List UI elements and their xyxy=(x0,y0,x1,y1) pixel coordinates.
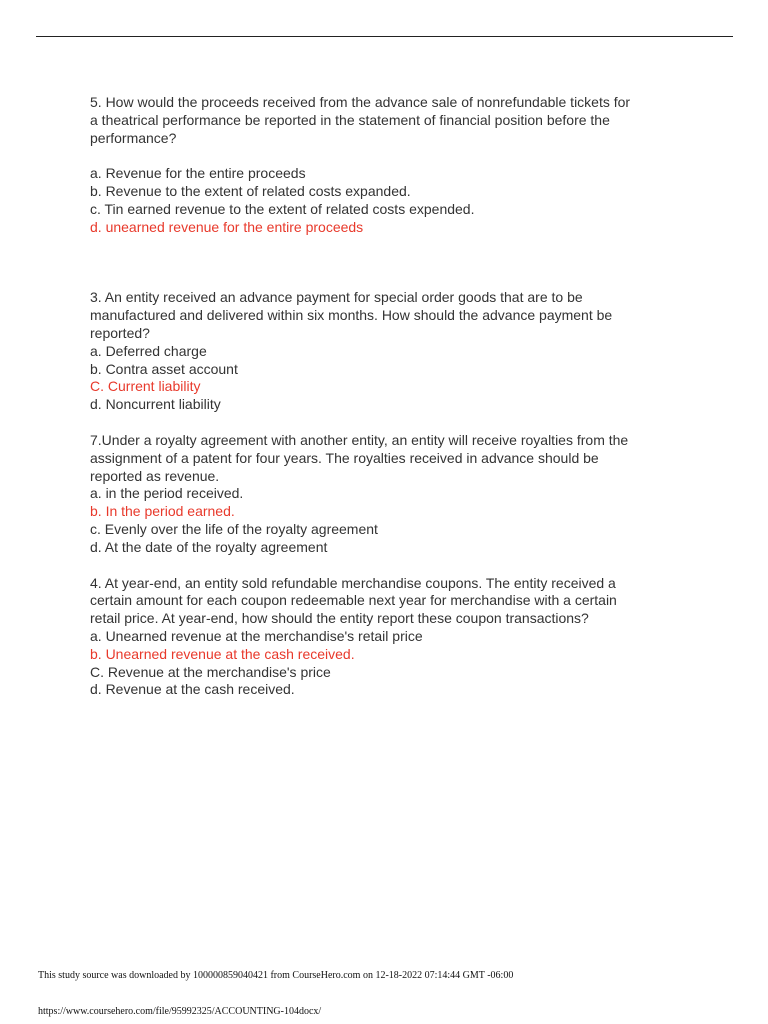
question-text: 7.Under a royalty agreement with another entity, an entity will receive royalties from the assignment of a patent for four years. The royalties received in advance should be reported as revenue. xyxy=(90,431,629,484)
option-a: a. Deferred charge xyxy=(90,342,207,359)
option-a: a. Revenue for the entire proceeds xyxy=(90,165,306,182)
question-text: 4. At year-end, an entity sold refundable merchandise coupons. The entity received a certain amount for each coupon redeemable next year for merchandise with a certain retail price. At year-end, how should the entity report these coupon transactions? xyxy=(90,574,617,627)
option-b: b. Contra asset account xyxy=(90,360,238,377)
document-body xyxy=(90,94,690,699)
option-d: d. Revenue at the cash received. xyxy=(90,681,295,698)
question-3 xyxy=(90,289,690,414)
footer-download-notice: This study source was downloaded by 100000859040421 from CourseHero.com on 12-18-2022 07:14:44 GMT -06:00 xyxy=(38,970,514,981)
option-b: b. Revenue to the extent of related costs expanded. xyxy=(90,182,411,199)
question-4 xyxy=(90,575,690,700)
footer-url[interactable]: https://www.coursehero.com/file/95992325/ACCOUNTING-104docx/ xyxy=(38,1006,322,1017)
option-d: d. At the date of the royalty agreement xyxy=(90,538,328,555)
option-c: c. Tin earned revenue to the extent of related costs expended. xyxy=(90,200,475,217)
correct-option-c: C. Current liability xyxy=(90,378,201,395)
correct-option-b: b. Unearned revenue at the cash received. xyxy=(90,645,355,662)
correct-option-b: b. In the period earned. xyxy=(90,503,235,520)
question-5 xyxy=(90,94,690,236)
option-d: d. Noncurrent liability xyxy=(90,396,221,413)
answer-options xyxy=(90,485,690,556)
question-text: 3. An entity received an advance payment for special order goods that are to be manufactured and delivered within six months. How should the advance payment be reported? xyxy=(90,289,613,341)
option-c: C. Revenue at the merchandise's price xyxy=(90,663,331,680)
correct-option-d: d. unearned revenue for the entire proceeds xyxy=(90,218,364,235)
option-a: a. in the period received. xyxy=(90,485,244,502)
answer-options xyxy=(90,343,690,414)
option-a: a. Unearned revenue at the merchandise's retail price xyxy=(90,627,423,644)
answer-options xyxy=(90,165,690,236)
answer-options xyxy=(90,628,690,699)
question-7 xyxy=(90,432,690,557)
question-text: 5. How would the proceeds received from the advance sale of nonrefundable tickets for a theatrical performance be reported in the statement of financial position before the performance? xyxy=(90,94,631,146)
header-rule xyxy=(36,36,733,37)
option-c: c. Evenly over the life of the royalty agreement xyxy=(90,520,378,537)
